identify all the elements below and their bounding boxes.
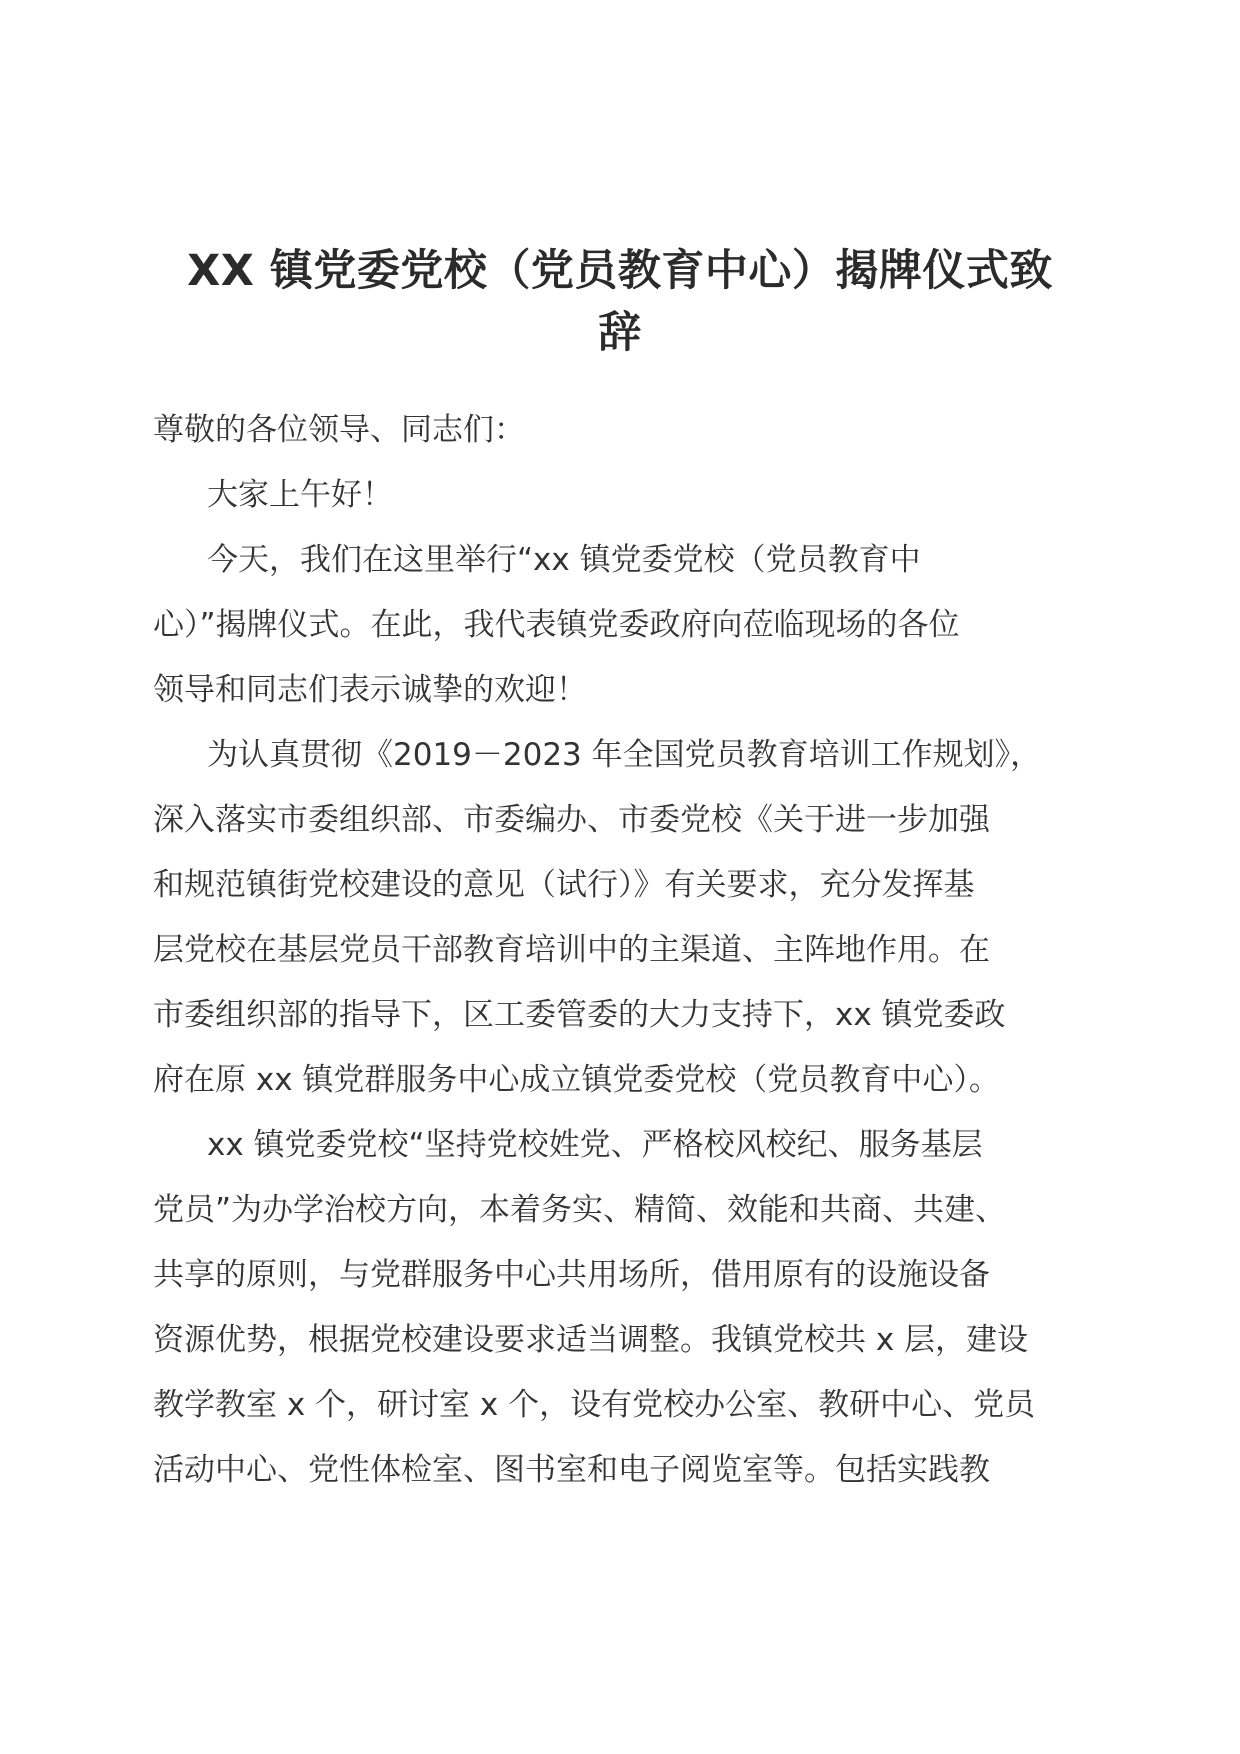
body-text-line: 和规范镇街党校建设的意见（试行）》有关要求，充分发挥基 (153, 867, 975, 903)
body-text-line: 深入落实市委组织部、市委编办、市委党校《关于进一步加强 (153, 802, 990, 838)
body-text-line: 教学教室 x 个，研讨室 x 个，设有党校办公室、教研中心、党员 (153, 1387, 1036, 1423)
body-text-line: 府在原 xx 镇党群服务中心成立镇党委党校（党员教育中心）。 (153, 1062, 1000, 1098)
document-body (153, 398, 1093, 1503)
body-text-line: 大家上午好！ (207, 477, 393, 513)
body-text-line: 心）”揭牌仪式。在此，我代表镇党委政府向莅临现场的各位 (153, 607, 960, 643)
body-text-line: 今天，我们在这里举行“xx 镇党委党校（党员教育中 (207, 542, 921, 578)
body-text-line: xx 镇党委党校“坚持党校姓党、严格校风校纪、服务基层 (207, 1127, 983, 1163)
body-text-line: 党员”为办学治校方向，本着务实、精简、效能和共商、共建、 (153, 1192, 1007, 1228)
body-text-line: 共享的原则，与党群服务中心共用场所，借用原有的设施设备 (153, 1257, 990, 1293)
body-text-line: 活动中心、党性体检室、图书室和电子阅览室等。包括实践教 (153, 1452, 990, 1488)
body-text-line: 领导和同志们表示诚挚的欢迎！ (153, 672, 587, 708)
body-text-line: 为认真贯彻《2019－2023 年全国党员教育培训工作规划》， (207, 737, 1042, 773)
body-text-line: 资源优势，根据党校建设要求适当调整。我镇党校共 x 层，建设 (153, 1322, 1029, 1358)
title-line-1: XX 镇党委党校（党员教育中心）揭牌仪式致 (187, 246, 1053, 296)
title-line-2: 辞 (598, 308, 642, 358)
body-text-line: 市委组织部的指导下，区工委管委的大力支持下，xx 镇党委政 (153, 997, 1006, 1033)
body-text-line: 层党校在基层党员干部教育培训中的主渠道、主阵地作用。在 (153, 932, 990, 968)
body-text-line: 尊敬的各位领导、同志们： (153, 412, 525, 448)
document-title (150, 240, 1090, 364)
